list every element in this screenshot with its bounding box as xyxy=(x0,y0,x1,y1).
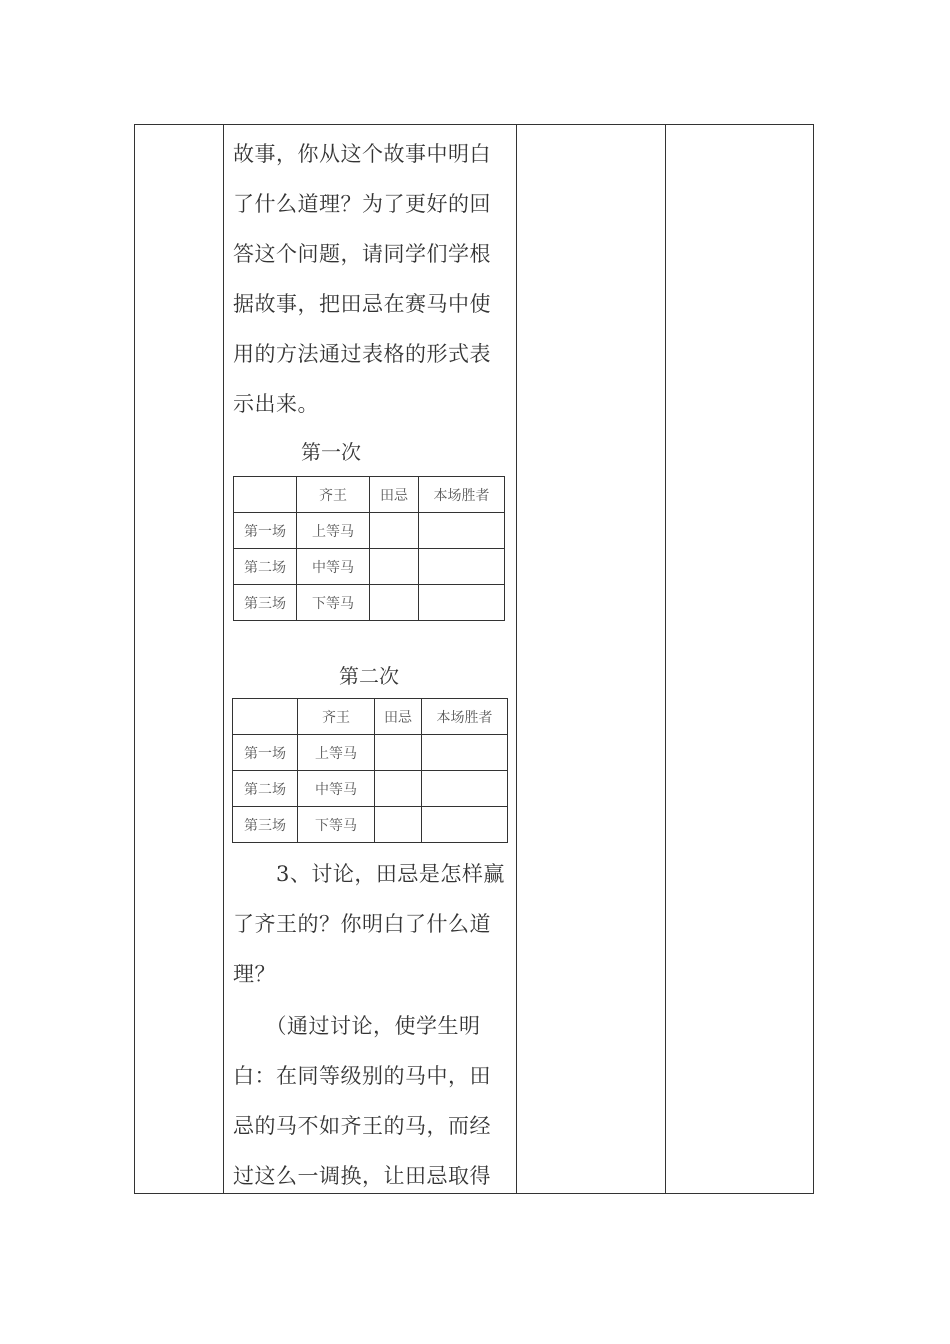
table-cell xyxy=(370,585,419,621)
table-cell: 中等马 xyxy=(298,771,375,807)
text-line: 用的方法通过表格的形式表 xyxy=(233,342,491,366)
header-cell: 齐王 xyxy=(298,699,375,735)
table-cell: 下等马 xyxy=(298,807,375,843)
table-cell xyxy=(375,771,422,807)
text-line: 了什么道理？为了更好的回 xyxy=(233,192,491,216)
table-cell xyxy=(375,735,422,771)
header-cell: 本场胜者 xyxy=(422,699,508,735)
table-cell: 上等马 xyxy=(297,513,370,549)
race-table-first xyxy=(233,476,505,621)
table-caption: 第一次 xyxy=(301,440,361,464)
table-cell: 第三场 xyxy=(234,585,297,621)
intro-paragraph xyxy=(233,129,509,429)
table-cell: 第三场 xyxy=(233,807,298,843)
text-line: 据故事，把田忌在赛马中使 xyxy=(233,292,491,316)
text-line: 理？ xyxy=(233,962,276,986)
text-line: 忌的马不如齐王的马，而经 xyxy=(233,1114,491,1138)
table-cell xyxy=(370,549,419,585)
column-divider xyxy=(516,125,517,1193)
table-row xyxy=(234,585,505,621)
table-row xyxy=(234,513,505,549)
table-cell xyxy=(422,735,508,771)
column-divider xyxy=(223,125,224,1193)
table-row xyxy=(233,735,508,771)
table-row xyxy=(233,807,508,843)
table-cell: 下等马 xyxy=(297,585,370,621)
column-divider xyxy=(665,125,666,1193)
table-cell xyxy=(370,513,419,549)
table-cell: 第一场 xyxy=(233,735,298,771)
header-cell xyxy=(234,477,297,513)
table-header-row xyxy=(233,699,508,735)
text-line: （通过讨论，使学生明 xyxy=(233,1014,481,1038)
table-caption: 第二次 xyxy=(339,664,399,688)
header-cell: 齐王 xyxy=(297,477,370,513)
table-cell: 第一场 xyxy=(234,513,297,549)
text-line: 了齐王的？你明白了什么道 xyxy=(233,912,491,936)
table-cell xyxy=(419,549,505,585)
table-cell xyxy=(419,585,505,621)
header-cell: 本场胜者 xyxy=(419,477,505,513)
table-cell xyxy=(422,807,508,843)
header-cell xyxy=(233,699,298,735)
text-line: 示出来。 xyxy=(233,392,319,416)
explanation-paragraph xyxy=(233,1001,509,1201)
table-cell: 第二场 xyxy=(233,771,298,807)
table-cell: 上等马 xyxy=(298,735,375,771)
discussion-paragraph xyxy=(233,849,509,999)
table-cell xyxy=(422,771,508,807)
header-cell: 田忌 xyxy=(375,699,422,735)
text-line: 白：在同等级别的马中，田 xyxy=(233,1064,491,1088)
table-row xyxy=(233,771,508,807)
table-row xyxy=(234,549,505,585)
table-cell xyxy=(419,513,505,549)
text-line: 故事，你从这个故事中明白 xyxy=(233,142,491,166)
text-line: 3、讨论，田忌是怎样赢 xyxy=(233,862,505,886)
table-cell: 中等马 xyxy=(297,549,370,585)
table-cell xyxy=(375,807,422,843)
table-header-row xyxy=(234,477,505,513)
header-cell: 田忌 xyxy=(370,477,419,513)
race-table-second xyxy=(232,698,508,843)
text-line: 过这么一调换，让田忌取得 xyxy=(233,1164,491,1188)
table-cell: 第二场 xyxy=(234,549,297,585)
lesson-plan-table xyxy=(134,124,814,1194)
text-line: 答这个问题，请同学们学根 xyxy=(233,242,491,266)
